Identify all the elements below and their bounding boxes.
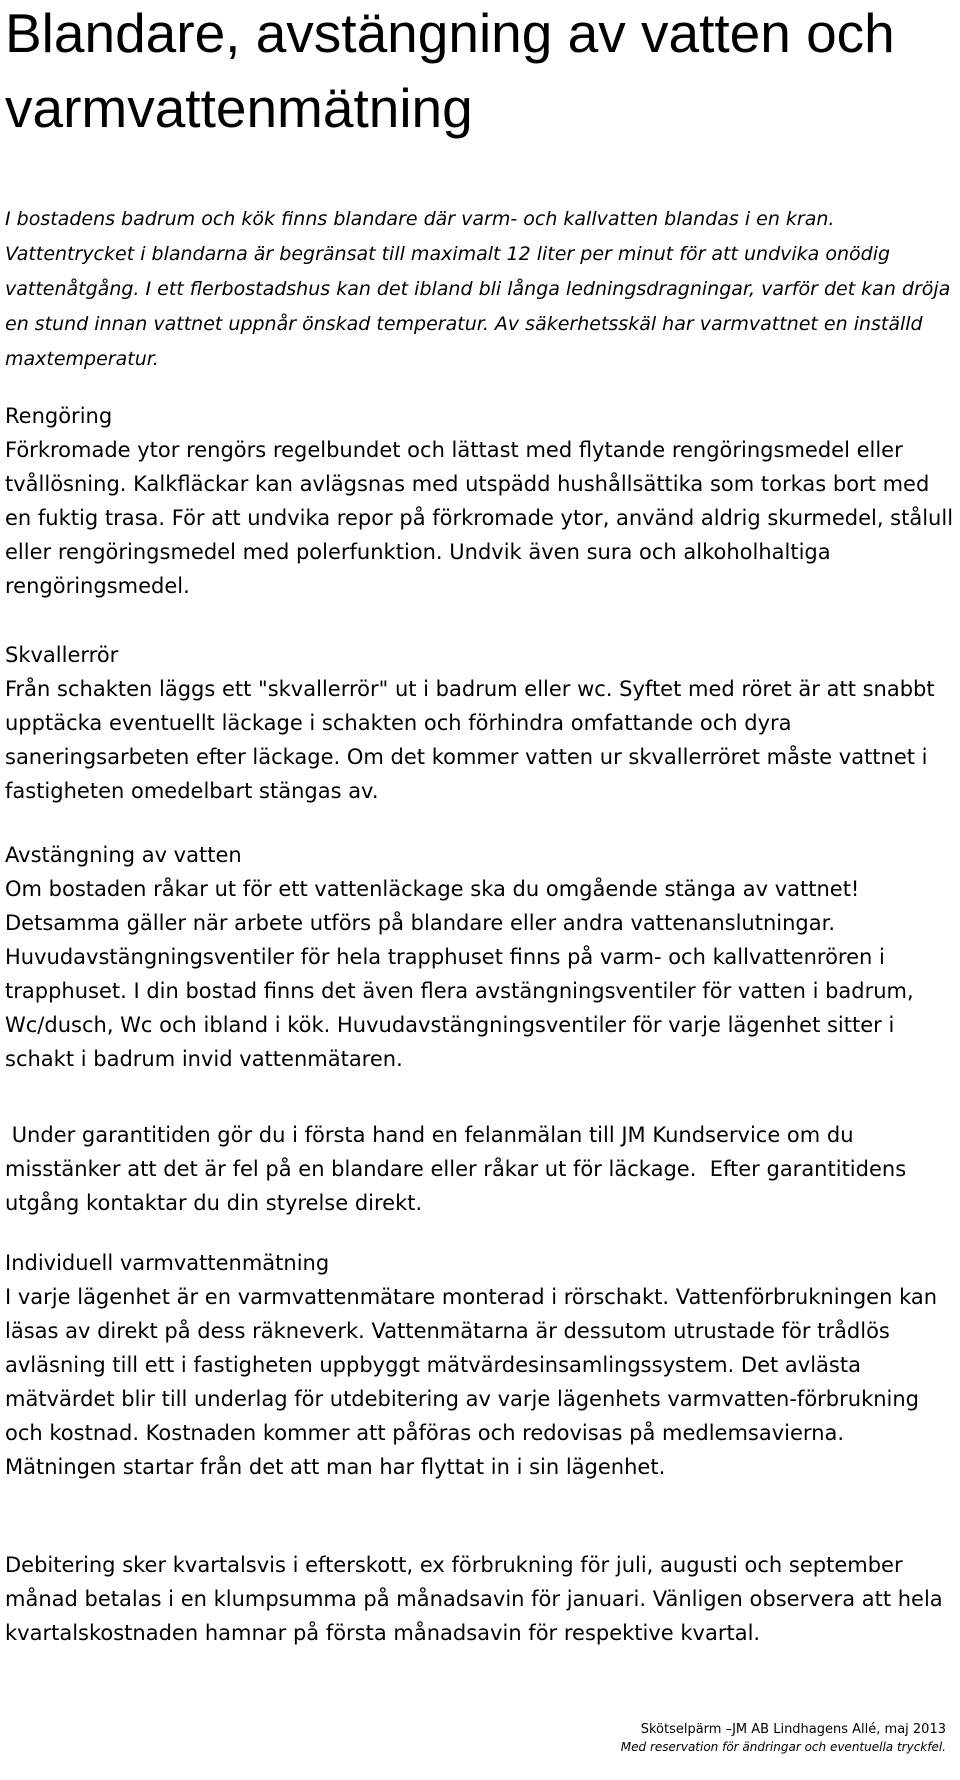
footer-disclaimer: Med reservation för ändringar och eventuella tryckfel. bbox=[620, 1740, 946, 1754]
section-body: I varje lägenhet är en varmvattenmätare monterad i rörschakt. Vattenförbrukningen kan läsas av direkt på dess räkneverk. Vattenmätarna är dessutom utrustade för trådlös avläsning till ett i fastigheten uppbyggt mätvärdesinsamlingssystem. Det avlästa mätvärdet blir till underlag för utdebitering av varje lägenhets varmvatten-förbrukning och kostnad. Kostnaden kommer att påföras och redovisas på medlemsavierna. Mätningen startar från det att man har flyttat in i sin lägenhet. bbox=[5, 1285, 938, 1479]
section-skvallerror bbox=[5, 638, 955, 808]
section-heading: Avstängning av vatten bbox=[5, 843, 242, 867]
section-body: Under garantitiden gör du i första hand en felanmälan till JM Kundservice om du misstänker att det är fel på en blandare eller råkar ut för läckage. Efter garantitidens utgång kontaktar du din styrelse direkt. bbox=[5, 1123, 913, 1215]
section-varmvattenmatning bbox=[5, 1246, 955, 1484]
page-title: Blandare, avstängning av vatten och varmvattenmätning bbox=[5, 2, 895, 139]
section-heading: Individuell varmvattenmätning bbox=[5, 1251, 330, 1275]
section-rengoring bbox=[5, 399, 955, 603]
section-body: Debitering sker kvartalsvis i efterskott, ex förbrukning för juli, augusti och september månad betalas i en klumpsumma på månadsavin för januari. Vänligen observera att hela kvartalskostnaden hamnar på första månadsavin för respektive kvartal. bbox=[5, 1553, 943, 1645]
section-body: Om bostaden råkar ut för ett vattenläckage ska du omgående stänga av vattnet! Detsamma gäller när arbete utförs på blandare eller andra vattenanslutningar. Huvudavstängningsventiler för hela trapphuset finns på varm- och kallvattenrören i trapphuset. I din bostad finns det även flera avstängningsventiler för vatten i badrum, Wc/dusch, Wc och ibland i kök. Huvudavstängningsventiler för varje lägenhet sitter i schakt i badrum invid vattenmätaren. bbox=[5, 877, 914, 1071]
section-body: Förkromade ytor rengörs regelbundet och lättast med flytande rengöringsmedel eller tvållösning. Kalkfläckar kan avlägsnas med utspädd hushållsättika som torkas bort med en fuktig trasa. För att undvika repor på förkromade ytor, använd aldrig skurmedel, stålull eller rengöringsmedel med polerfunktion. Undvik även sura och alkoholhaltiga rengöringsmedel. bbox=[5, 438, 954, 598]
footer-source: Skötselpärm –JM AB Lindhagens Allé, maj 2013 bbox=[640, 1722, 946, 1737]
section-heading: Skvallerrör bbox=[5, 643, 119, 667]
page-footer bbox=[621, 1721, 946, 1756]
section-heading: Rengöring bbox=[5, 404, 113, 428]
intro-paragraph: I bostadens badrum och kök finns blandare där varm- och kallvatten blandas i en kran. Vattentrycket i blandarna är begränsat till maximalt 12 liter per minut för att undvika onödig vattenåtgång. I ett flerbostadshus kan det ibland bli långa ledningsdragningar, varför det kan dröja en stund innan vattnet uppnår önskad temperatur. Av säkerhetsskäl har varmvattnet en inställd maxtemperatur. bbox=[5, 208, 951, 370]
section-avstangning bbox=[5, 838, 955, 1076]
section-debitering bbox=[5, 1548, 955, 1650]
section-body: Från schakten läggs ett "skvallerrör" ut i badrum eller wc. Syftet med röret är att snabbt upptäcka eventuellt läckage i schakten och förhindra omfattande och dyra saneringsarbeten efter läckage. Om det kommer vatten ur skvallerröret måste vattnet i fastigheten omedelbart stängas av. bbox=[5, 677, 935, 803]
section-garanti bbox=[5, 1118, 955, 1220]
